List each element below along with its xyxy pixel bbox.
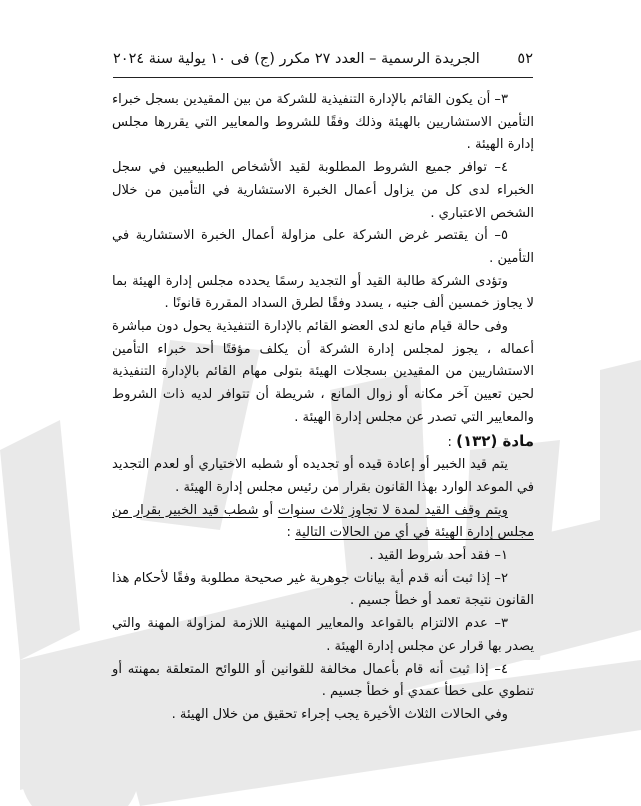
article-intro: يتم قيد الخبير أو إعادة قيده أو تجديده أو شطبه الاختياري أو لعدم التجديد في الموعد الوارد بهذا القانون بقرار من رئيس مجلس إدارة الهيئة . bbox=[112, 457, 534, 495]
paragraph-executive-substitute: وفى حالة قيام مانع لدى العضو القائم بالإدارة التنفيذية يحول دون مباشرة أعماله ، يجوز لمجلس إدارة الشركة أن يكلف مؤقتًا أحد خبراء التأمين الاستشاريين من المقيدين بسجلات الهيئة بتولى مهام القائم بالإدارة التنفيذية لحين تعيين آخر مكانه أو زوال المانع ، شريطة أن تتوافر لديه ذات الشروط والمعايير التي تصدر عن مجلس إدارة الهيئة . bbox=[112, 319, 534, 425]
page-body bbox=[112, 89, 534, 727]
case-2: ٢– إذا ثبت أنه قدم أية بيانات جوهرية غير صحيحة مطلوبة وفقًا لأحكام هذا القانون نتيجة تعمد أو خطأ جسيم . bbox=[112, 570, 534, 609]
suspension-suffix: : bbox=[286, 525, 296, 541]
suspension-underlined: شطب قيد الخبير بقرار من مجلس إدارة الهيئة في أي من الحالات التالية bbox=[112, 502, 534, 541]
case-1: ١– فقد أحد شروط القيد . bbox=[369, 548, 508, 564]
page-number: ٥٢ bbox=[517, 51, 533, 67]
header-divider bbox=[113, 77, 533, 78]
gazette-title: الجريدة الرسمية – العدد ٢٧ مكرر (ج) فى ١٠ يولية سنة ٢٠٢٤ bbox=[113, 51, 480, 67]
case-4: ٤– إذا ثبت أنه قام بأعمال مخالفة للقوانين أو اللوائح المتعلقة بمهنته أو تنطوي على خطأ عمدي أو خطأ جسيم . bbox=[112, 661, 534, 700]
article-suspension bbox=[112, 500, 534, 545]
article-heading: مادة (١٣٢) bbox=[456, 431, 534, 450]
closing-paragraph: وفي الحالات الثلاث الأخيرة يجب إجراء تحقيق من خلال الهيئة . bbox=[171, 706, 508, 722]
paragraph-condition-3: ٣– أن يكون القائم بالإدارة التنفيذية للشركة من بين المقيدين بسجل خبراء التأمين الاستشاريين بالهيئة وذلك وفقًا للشروط والمعايير التي يقررها مجلس إدارة الهيئة . bbox=[112, 92, 534, 153]
paragraph-condition-4: ٤– توافر جميع الشروط المطلوبة لقيد الأشخاص الطبيعيين في سجل الخبراء لدى كل من يزاول أعمال الخبرة الاستشارية في التأمين من خلال الشخص الاعتباري . bbox=[112, 160, 534, 221]
paragraph-registration-fee: وتؤدى الشركة طالبة القيد أو التجديد رسمًا يحدده مجلس إدارة الهيئة بما لا يجاوز خمسين ألف جنيه ، يسدد وفقًا لطرق السداد المقررة قانونًا . bbox=[112, 273, 534, 312]
page-header bbox=[113, 48, 533, 70]
suspension-prefix: ويتم وقف القيد لمدة لا تجاوز ثلاث سنوات bbox=[277, 502, 508, 518]
paragraph-condition-5: ٥– أن يقتصر غرض الشركة على مزاولة أعمال الخبرة الاستشارية في التأمين . bbox=[112, 228, 534, 266]
suspension-middle: أو bbox=[258, 502, 278, 518]
article-heading-line bbox=[112, 430, 534, 455]
case-3: ٣– عدم الالتزام بالقواعد والمعايير المهنية اللازمة لمزاولة المهنة والتي يصدر بها قرار عن مجلس إدارة الهيئة . bbox=[112, 616, 534, 654]
article-colon: : bbox=[447, 434, 452, 450]
